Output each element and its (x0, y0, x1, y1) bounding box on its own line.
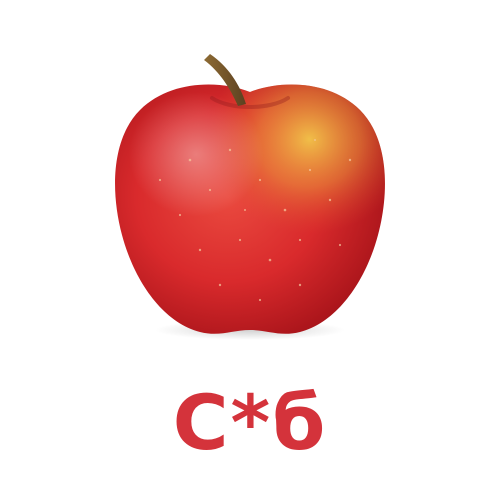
apple-image (100, 40, 400, 350)
apple-shine (115, 85, 385, 334)
caption-text: С*б (172, 378, 328, 467)
apple-illustration (100, 40, 400, 350)
